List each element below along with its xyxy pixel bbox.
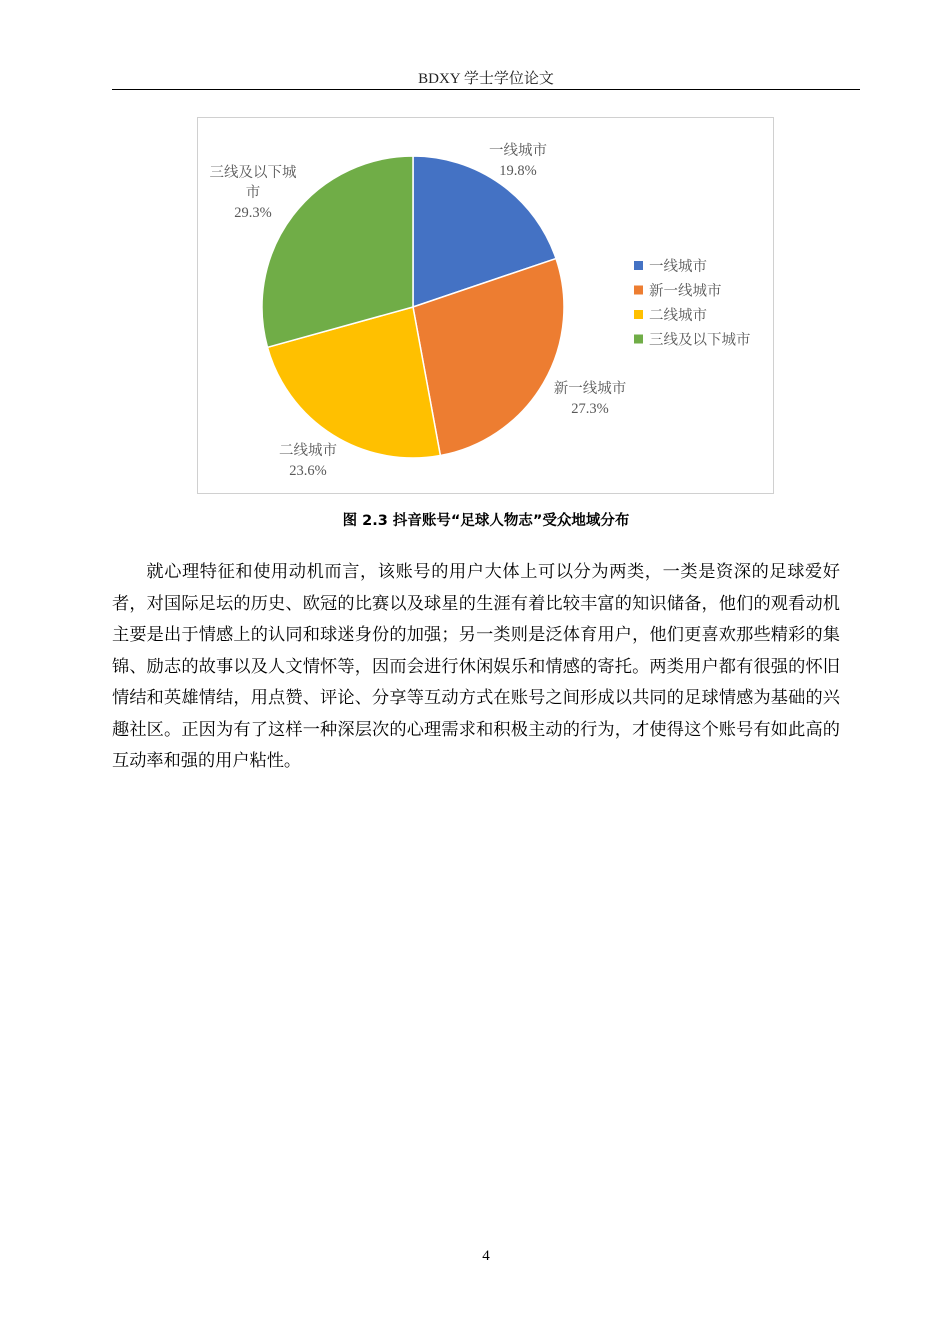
pie-chart-figure: [197, 117, 774, 494]
running-header: BDXY 学士学位论文: [418, 71, 554, 87]
pie-data-label-2: 新一线城市 27.3%: [553, 381, 627, 417]
body-paragraph: 就心理特征和使用动机而言，该账号的用户大体上可以分为两类，一类是资深的足球爱好者，对国际足坛的历史、欧冠的比赛以及球星的生涯有着比较丰富的知识储备，他们的观看动机主要是出于情感上的认同和球迷身份的加强；另一类则是泛体育用户，他们更喜欢那些精彩的集锦、励志的故事以及人文情怀等，因而会进行休闲娱乐和情感的寄托。两类用户都有很强的怀旧情结和英雄情结，用点赞、评论、分享等互动方式在账号之间形成以共同的足球情感为基础的兴趣社区。正因为有了这样一种深层次的心理需求和积极主动的行为，才使得这个账号有如此高的互动率和强的用户粘性。: [112, 562, 840, 770]
legend-label-4: 三线及以下城市: [649, 332, 751, 349]
legend-swatch-1: [634, 261, 643, 270]
pie-slices: [262, 156, 564, 458]
legend-label-1: 一线城市: [649, 259, 707, 275]
legend-swatch-4: [634, 335, 643, 344]
legend-label-2: 新一线城市: [649, 283, 722, 300]
legend-swatch-3: [634, 310, 643, 319]
legend-label-3: 二线城市: [649, 308, 707, 324]
pie-data-label-4: 三线及以下城市 29.3%: [209, 165, 297, 221]
chart-legend: [634, 258, 751, 349]
pie-chart: [198, 118, 775, 495]
figure-caption: 图 2.3 抖音账号“足球人物志”受众地域分布: [342, 513, 630, 529]
header-rule: [112, 89, 860, 90]
pie-data-label-3: 二线城市 23.6%: [279, 443, 337, 479]
pie-data-label-1: 一线城市 19.8%: [489, 143, 547, 179]
page-number: 4: [482, 1248, 490, 1264]
legend-swatch-2: [634, 286, 643, 295]
